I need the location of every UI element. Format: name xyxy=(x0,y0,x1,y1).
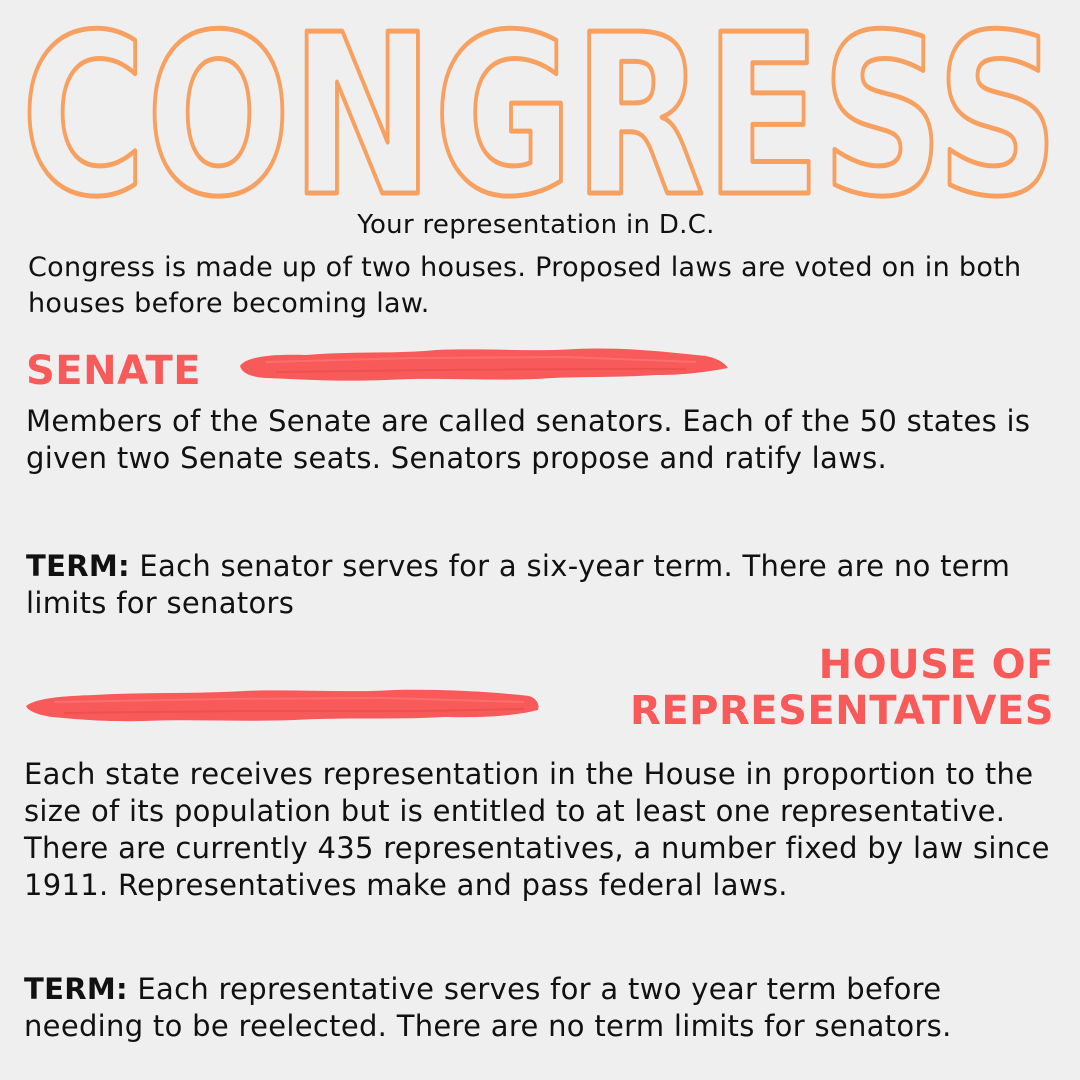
intro-text: Congress is made up of two houses. Proposed laws are voted on in both houses before becoming law. xyxy=(28,252,1022,319)
house-heading-line1: HOUSE OF xyxy=(818,642,1054,688)
house-heading xyxy=(630,642,1054,734)
senate-description: Members of the Senate are called senators. Each of the 50 states is given two Senate seats. Senators propose and ratify laws. xyxy=(26,404,1031,475)
house-brush-stroke xyxy=(24,684,542,728)
house-term-label: TERM: xyxy=(24,972,128,1006)
senate-brush-stroke xyxy=(236,342,731,386)
house-term xyxy=(24,971,1070,1045)
subtitle: Your representation in D.C. xyxy=(357,210,715,240)
house-term-text: Each representative serves for a two year term before needing to be reelected. There are no term limits for senators. xyxy=(24,972,952,1043)
senate-heading: SENATE xyxy=(26,348,202,394)
senate-term xyxy=(26,548,1066,622)
senate-term-text: Each senator serves for a six-year term. There are no term limits for senators xyxy=(26,549,1011,620)
congress-title-text: CONGRESS xyxy=(21,0,1059,210)
congress-title xyxy=(0,0,1080,210)
house-description: Each state receives representation in the House in proportion to the size of its population but is entitled to at least one representative. There are currently 435 representatives, a number fixed by law since 1911. Representatives make and pass federal laws. xyxy=(24,757,1050,902)
senate-term-label: TERM: xyxy=(26,549,130,583)
house-heading-line2: REPRESENTATIVES xyxy=(630,688,1054,734)
